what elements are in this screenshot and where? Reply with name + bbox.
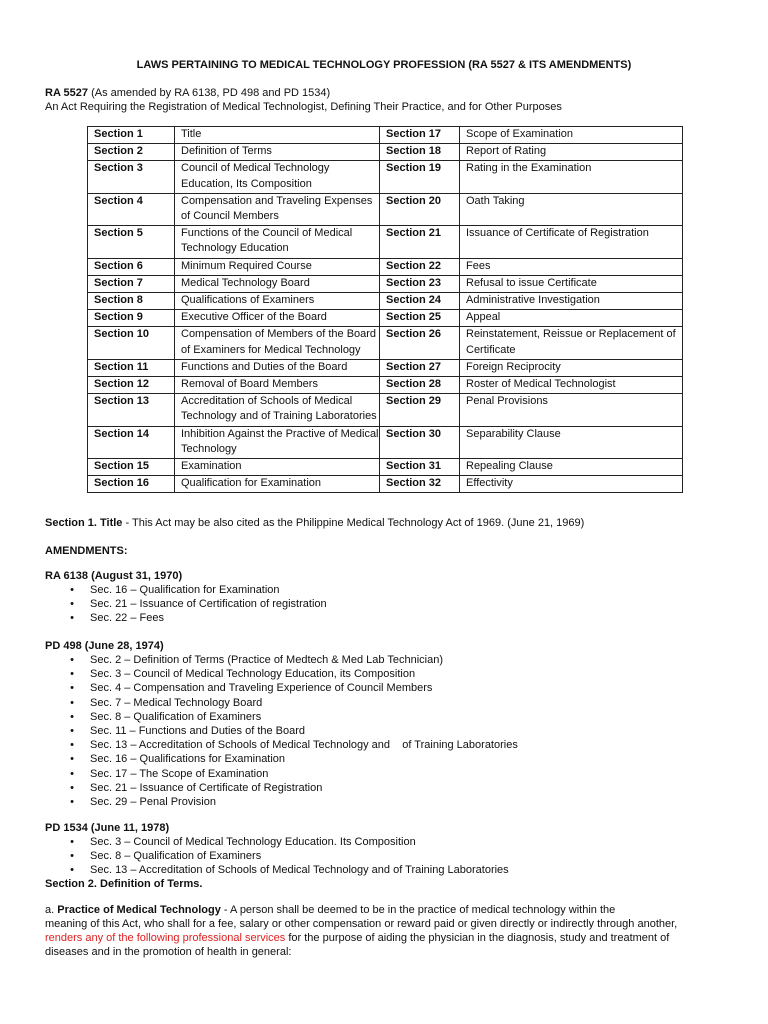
section-title: Scope of Examination (460, 127, 683, 144)
section-number: Section 32 (380, 476, 460, 493)
section-title: Minimum Required Course (175, 258, 380, 275)
amendment-text: Sec. 4 – Compensation and Traveling Experience of Council Members (90, 682, 433, 695)
amendment-text: Sec. 21 – Issuance of Certificate of Registration (90, 781, 323, 794)
section-title: Repealing Clause (460, 459, 683, 476)
amendment-item (67, 863, 509, 877)
sections-table (87, 126, 683, 493)
section-number: Section 24 (380, 293, 460, 310)
amendment-item (67, 767, 518, 781)
section-number: Section 14 (88, 426, 175, 458)
definition-highlight: renders any of the following professional services (45, 932, 286, 944)
amendment-item (67, 738, 518, 752)
section-number: Section 1 (88, 127, 175, 144)
section-row (88, 426, 683, 458)
section-title: Definition of Terms (175, 144, 380, 161)
section-1-paragraph (45, 516, 584, 530)
bullet-icon: • (70, 612, 74, 625)
section-title: Executive Officer of the Board (175, 310, 380, 327)
section-1-label: Section 1. Title (45, 517, 123, 529)
section-number: Section 21 (380, 226, 460, 258)
section-row (88, 193, 683, 225)
section-title: Report of Rating (460, 144, 683, 161)
section-title: Removal of Board Members (175, 377, 380, 394)
section-title: Qualifications of Examiners (175, 293, 380, 310)
bullet-icon: • (70, 753, 74, 766)
section-number: Section 16 (88, 476, 175, 493)
section-number: Section 26 (380, 327, 460, 359)
definition-text-3: for the purpose of aiding the physician in the diagnosis, study and treatment of (285, 932, 670, 944)
section-number: Section 13 (88, 394, 175, 426)
bullet-icon: • (70, 836, 74, 848)
definition-prefix: a. (45, 904, 58, 916)
amendment-item (67, 849, 509, 863)
section-number: Section 25 (380, 310, 460, 327)
bullet-icon: • (70, 781, 74, 794)
amendment-item (67, 752, 518, 766)
definition-line-4: diseases and in the promotion of health in general: (45, 946, 292, 958)
amendments-heading: AMENDMENTS: (45, 545, 128, 557)
amendment-text: Sec. 8 – Qualification of Examiners (90, 850, 262, 863)
document-title: LAWS PERTAINING TO MEDICAL TECHNOLOGY PROFESSION (RA 5527 & ITS AMENDMENTS) (136, 59, 632, 71)
section-title: Administrative Investigation (460, 293, 683, 310)
bullet-icon: • (70, 710, 74, 723)
amendment-item (67, 667, 518, 681)
section-number: Section 31 (380, 459, 460, 476)
amendment-item (67, 653, 518, 667)
section-row (88, 394, 683, 426)
section-1-text: - This Act may be also cited as the Philippine Medical Technology Act of 1969. (June 21, 1969) (122, 517, 585, 529)
section-number: Section 7 (88, 275, 175, 292)
definition-line-1 (45, 903, 615, 917)
bullet-icon: • (70, 696, 74, 709)
bullet-icon: • (70, 864, 74, 877)
section-row (88, 161, 683, 193)
section-title: Title (175, 127, 380, 144)
definition-term: Practice of Medical Technology (57, 904, 221, 916)
section-title: Oath Taking (460, 193, 683, 225)
amendment-text: Sec. 17 – The Scope of Examination (90, 767, 269, 780)
section-title: Compensation and Traveling Expenses of Council Members (175, 193, 380, 225)
section-title: Inhibition Against the Practive of Medical Technology (175, 426, 380, 458)
section-title: Fees (460, 258, 683, 275)
section-title: Appeal (460, 310, 683, 327)
bullet-icon: • (70, 767, 74, 780)
section-number: Section 10 (88, 327, 175, 359)
section-row (88, 310, 683, 327)
amendment-text: Sec. 13 – Accreditation of Schools of Medical Technology and of Training Laboratories (90, 864, 509, 877)
section-number: Section 12 (88, 377, 175, 394)
section-number: Section 15 (88, 459, 175, 476)
section-title: Medical Technology Board (175, 275, 380, 292)
section-number: Section 30 (380, 426, 460, 458)
amendment-text: Sec. 21 – Issuance of Certification of registration (90, 598, 327, 611)
act-description: An Act Requiring the Registration of Medical Technologist, Defining Their Practice, and for Other Purposes (45, 101, 562, 113)
section-row (88, 127, 683, 144)
amendment-item (67, 597, 327, 611)
bullet-icon: • (70, 598, 74, 611)
section-title: Refusal to issue Certificate (460, 275, 683, 292)
section-row (88, 377, 683, 394)
section-title: Foreign Reciprocity (460, 359, 683, 376)
amendment-text: Sec. 3 – Council of Medical Technology Education. Its Composition (90, 836, 416, 848)
section-title: Compensation of Members of the Board of Examiners for Medical Technology (175, 327, 380, 359)
section-title: Examination (175, 459, 380, 476)
ra6138-heading: RA 6138 (August 31, 1970) (45, 570, 183, 582)
definition-text-1: - A person shall be deemed to be in the practice of medical technology within the (220, 904, 616, 916)
section-2-heading: Section 2. Definition of Terms. (45, 878, 203, 890)
section-number: Section 11 (88, 359, 175, 376)
section-number: Section 29 (380, 394, 460, 426)
section-row (88, 359, 683, 376)
section-number: Section 23 (380, 275, 460, 292)
section-number: Section 27 (380, 359, 460, 376)
definition-line-2: meaning of this Act, who shall for a fee, salary or other compensation or reward paid or given directly or indirectly through another, (45, 918, 678, 930)
section-number: Section 5 (88, 226, 175, 258)
pd1534-heading: PD 1534 (June 11, 1978) (45, 822, 170, 834)
ra6138-list (67, 583, 327, 626)
section-title: Effectivity (460, 476, 683, 493)
section-title: Rating in the Examination (460, 161, 683, 193)
section-row (88, 293, 683, 310)
section-title: Qualification for Examination (175, 476, 380, 493)
amendment-text: Sec. 8 – Qualification of Examiners (90, 710, 262, 723)
section-number: Section 4 (88, 193, 175, 225)
pd498-heading: PD 498 (June 28, 1974) (45, 640, 164, 652)
act-number: RA 5527 (45, 87, 89, 99)
section-title: Council of Medical Technology Education, Its Composition (175, 161, 380, 193)
amendment-text: Sec. 13 – Accreditation of Schools of Medical Technology and of Training Laboratories (90, 739, 518, 752)
section-number: Section 18 (380, 144, 460, 161)
amendment-item (67, 611, 327, 625)
bullet-icon: • (70, 654, 74, 666)
definition-line-3 (45, 931, 751, 945)
section-number: Section 28 (380, 377, 460, 394)
pd498-list (67, 653, 518, 809)
bullet-icon: • (70, 796, 74, 809)
amendment-item (67, 710, 518, 724)
amendment-item (67, 724, 518, 738)
amendment-item (67, 681, 518, 695)
section-number: Section 22 (380, 258, 460, 275)
amendment-text: Sec. 3 – Council of Medical Technology Education, its Composition (90, 668, 416, 681)
section-title: Roster of Medical Technologist (460, 377, 683, 394)
section-number: Section 2 (88, 144, 175, 161)
section-title: Functions and Duties of the Board (175, 359, 380, 376)
section-title: Reinstatement, Reissue or Replacement of Certificate (460, 327, 683, 359)
section-number: Section 3 (88, 161, 175, 193)
amendment-text: Sec. 2 – Definition of Terms (Practice of Medtech & Med Lab Technician) (90, 654, 443, 666)
section-number: Section 20 (380, 193, 460, 225)
amendment-item (67, 795, 518, 809)
bullet-icon: • (70, 725, 74, 738)
amendment-text: Sec. 16 – Qualification for Examination (90, 584, 280, 596)
bullet-icon: • (70, 668, 74, 681)
section-row (88, 476, 683, 493)
section-number: Section 8 (88, 293, 175, 310)
section-title: Accreditation of Schools of Medical Technology and of Training Laboratories (175, 394, 380, 426)
section-number: Section 9 (88, 310, 175, 327)
amendment-text: Sec. 29 – Penal Provision (90, 796, 216, 809)
amendment-item (67, 696, 518, 710)
amendment-text: Sec. 22 – Fees (90, 612, 164, 625)
section-row (88, 258, 683, 275)
amendment-item (67, 835, 509, 849)
section-row (88, 327, 683, 359)
section-row (88, 275, 683, 292)
section-title: Penal Provisions (460, 394, 683, 426)
pd1534-list (67, 835, 509, 878)
section-row (88, 459, 683, 476)
section-number: Section 6 (88, 258, 175, 275)
section-row (88, 226, 683, 258)
bullet-icon: • (70, 682, 74, 695)
amendment-text: Sec. 16 – Qualifications for Examination (90, 753, 286, 766)
bullet-icon: • (70, 850, 74, 863)
section-number: Section 17 (380, 127, 460, 144)
bullet-icon: • (70, 584, 74, 596)
amendment-item (67, 781, 518, 795)
section-title: Issuance of Certificate of Registration (460, 226, 683, 258)
sections-table-body (88, 127, 683, 493)
act-amendment-note: (As amended by RA 6138, PD 498 and PD 1534) (88, 87, 331, 99)
amendment-item (67, 583, 327, 597)
section-title: Functions of the Council of Medical Technology Education (175, 226, 380, 258)
bullet-icon: • (70, 739, 74, 752)
act-heading (45, 86, 330, 100)
section-row (88, 144, 683, 161)
section-title: Separability Clause (460, 426, 683, 458)
section-number: Section 19 (380, 161, 460, 193)
amendment-text: Sec. 7 – Medical Technology Board (90, 696, 263, 709)
amendment-text: Sec. 11 – Functions and Duties of the Board (90, 725, 306, 738)
